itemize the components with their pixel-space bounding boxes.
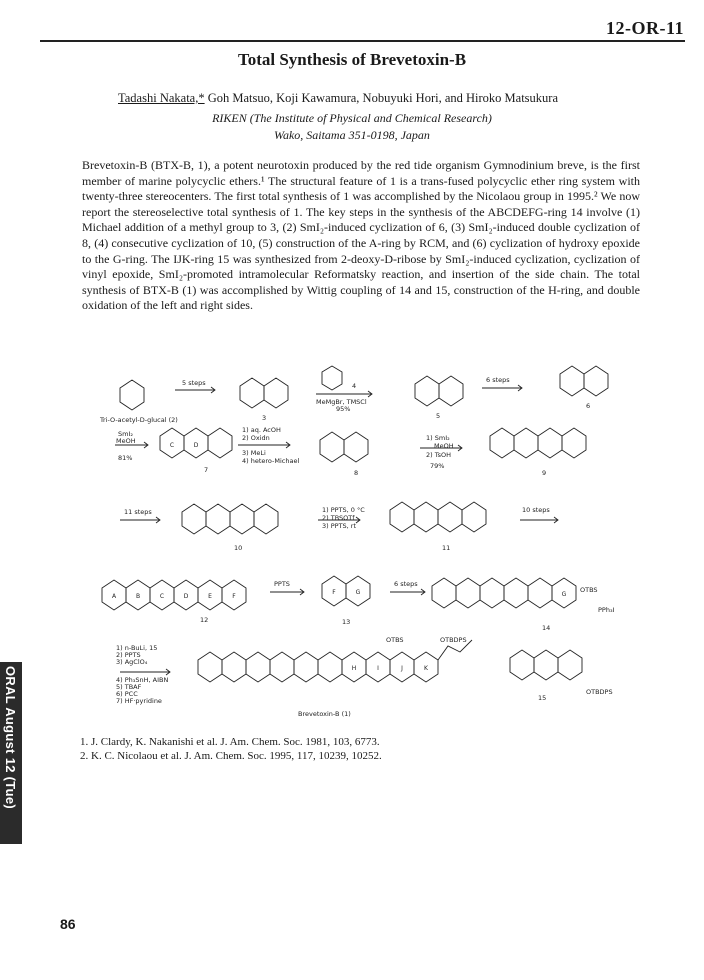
reference-2: 2. K. C. Nicolaou et al. J. Am. Chem. Soc. 1995, 117, 10239, 10252. [80, 749, 382, 762]
ring-letter-c7: C [169, 442, 175, 449]
final-reagent-5: 5) TBAF [116, 683, 142, 691]
reference-1: 1. J. Clardy, K. Nakanishi et al. J. Am. Chem. Soc. 1981, 103, 6773. [80, 736, 380, 748]
step-1: 5 steps [182, 379, 206, 387]
reagent-4c: 81% [118, 454, 133, 462]
synthesis-scheme [90, 360, 650, 725]
product-label: Brevetoxin-B (1) [298, 710, 351, 718]
label-pph3: PPh₃I [598, 606, 615, 614]
ring-letter-g14: G [561, 591, 567, 598]
label-3: 3 [262, 414, 267, 422]
reagent-8b: 2) TBSOTf [322, 514, 355, 522]
ring-letter-h: H [351, 665, 357, 672]
ring-letter-k: K [424, 665, 428, 672]
reagent-8c: 3) PPTS, rt [322, 522, 357, 530]
reagent-6d: 79% [430, 462, 445, 470]
reagent-5b: 2) Oxidn [242, 434, 270, 442]
label-7: 7 [204, 466, 209, 474]
auxiliary-4 [322, 366, 342, 390]
final-reagent-6: 6) PCC [116, 690, 138, 698]
reagent-4b: MeOH [116, 437, 136, 445]
ring-letter-j: J [401, 665, 403, 672]
step-9: 10 steps [522, 506, 550, 514]
abstract-text: Brevetoxin-B (BTX-B, 1), a potent neurotoxin produced by the red tide organism Gymnodinium breve, is the first member of marine polycyclic ethers.¹ The structural feature of 1 is a trans-fused polycyclic ether ring system with twenty-three stereocenters. The first total synthesis of 1 was accomplished by the Nicolaou group in 1995.² We now report the stereoselective total synthesis of 1. The key steps in the synthesis of the ABCDEFG-ring 14 involve (1) Michael addition of a methyl group to 3, (2) SmI₂-induced cyclization of 6, (3) SmI₂-induced double cyclization of 8, (4) consecutive cyclization of 10, (5) construction of the A-ring by RCM, and (6) cyclization of hydroxy epoxide to the G-ring. The IJK-ring 15 was synthesized from 2-deoxy-D-ribose by SmI₂-induced cyclization, cyclization of vinyl epoxide, SmI₂-promoted intramolecular Reformatsky reaction, and insertion of the side chain. The total synthesis of BTX-B (1) was accomplished by Wittig coupling of 14 and 15, construction of the H-ring, and double oxidation of the left and right sides. [82, 158, 640, 313]
header-rule [40, 40, 685, 42]
session-code: 12-OR-11 [606, 18, 684, 38]
reagent-6b: MeOH [434, 442, 454, 450]
label-otbs: OTBS [580, 586, 598, 594]
abstract [82, 158, 640, 314]
final-reagent-1: 1) n-BuLi, 15 [116, 644, 158, 652]
label-15: 15 [538, 694, 547, 702]
ring-letter-e: E [208, 593, 212, 600]
ring-letter-g13: G [355, 589, 361, 596]
final-reagent-2: 2) PPTS [116, 651, 141, 659]
label-13: 13 [342, 618, 351, 626]
ring-letter-b: B [135, 593, 141, 600]
label-8: 8 [354, 469, 359, 477]
label-9: 9 [542, 469, 547, 477]
reagent-4a: SmI₂ [118, 430, 133, 438]
coauthors: Goh Matsuo, Koji Kawamura, Nobuyuki Hori, and Hiroko Matsukura [204, 91, 559, 105]
presenting-author: Tadashi Nakata,* [118, 91, 205, 105]
step-7: 11 steps [124, 508, 152, 516]
references [80, 736, 382, 763]
affiliation-institute: RIKEN (The Institute of Physical and Chemical Research) [212, 111, 492, 125]
ring-letter-a: A [111, 593, 117, 600]
step-3: 6 steps [486, 376, 510, 384]
ring-letter-f13: F [332, 589, 336, 596]
page-number: 86 [60, 916, 76, 932]
label-otbdps-15: OTBDPS [586, 688, 613, 696]
paper-title: Total Synthesis of Brevetoxin-B [237, 50, 467, 69]
reagent-5c: 3) MeLi [242, 449, 266, 457]
affiliation-address: Wako, Saitama 351-0198, Japan [274, 128, 430, 142]
reagent-5d: 4) hetero-Michael [242, 457, 300, 465]
author-list [118, 91, 558, 106]
ring-letter-f: F [232, 593, 236, 600]
label-11: 11 [442, 544, 451, 552]
reagent-6c: 2) TsOH [426, 451, 452, 459]
glucal-ring [120, 380, 144, 410]
label-6: 6 [586, 402, 591, 410]
ring-letter-i: I [377, 665, 379, 672]
final-reagent-7: 7) HF·pyridine [116, 697, 162, 705]
reagent-2b: 95% [336, 405, 351, 413]
reagent-10: PPTS [274, 580, 290, 588]
ring-letter-d7: D [193, 442, 199, 449]
final-reagent-3: 3) AgClO₄ [116, 658, 148, 666]
label-otbs-product: OTBS [386, 636, 404, 644]
label-5: 5 [436, 412, 441, 420]
label-4: 4 [352, 382, 357, 390]
label-14: 14 [542, 624, 551, 632]
sm-label: Tri-O-acetyl-D-glucal (2) [100, 416, 178, 424]
step-11: 6 steps [394, 580, 418, 588]
label-otbdps: OTBDPS [440, 636, 467, 644]
ring-letter-d: D [183, 593, 189, 600]
reagent-8a: 1) PPTS, 0 °C [322, 506, 365, 514]
ring-letter-c: C [159, 593, 165, 600]
label-12: 12 [200, 616, 209, 624]
reagent-2a: MeMgBr, TMSCl [316, 398, 367, 406]
final-reagent-4: 4) Ph₃SnH, AIBN [116, 676, 169, 684]
label-10: 10 [234, 544, 243, 552]
reagent-6a: 1) SmI₂ [426, 434, 450, 442]
session-side-tab [0, 662, 22, 844]
reagent-5a: 1) aq. AcOH [242, 426, 281, 434]
side-tab-label: ORAL August 12 (Tue) [3, 666, 18, 809]
